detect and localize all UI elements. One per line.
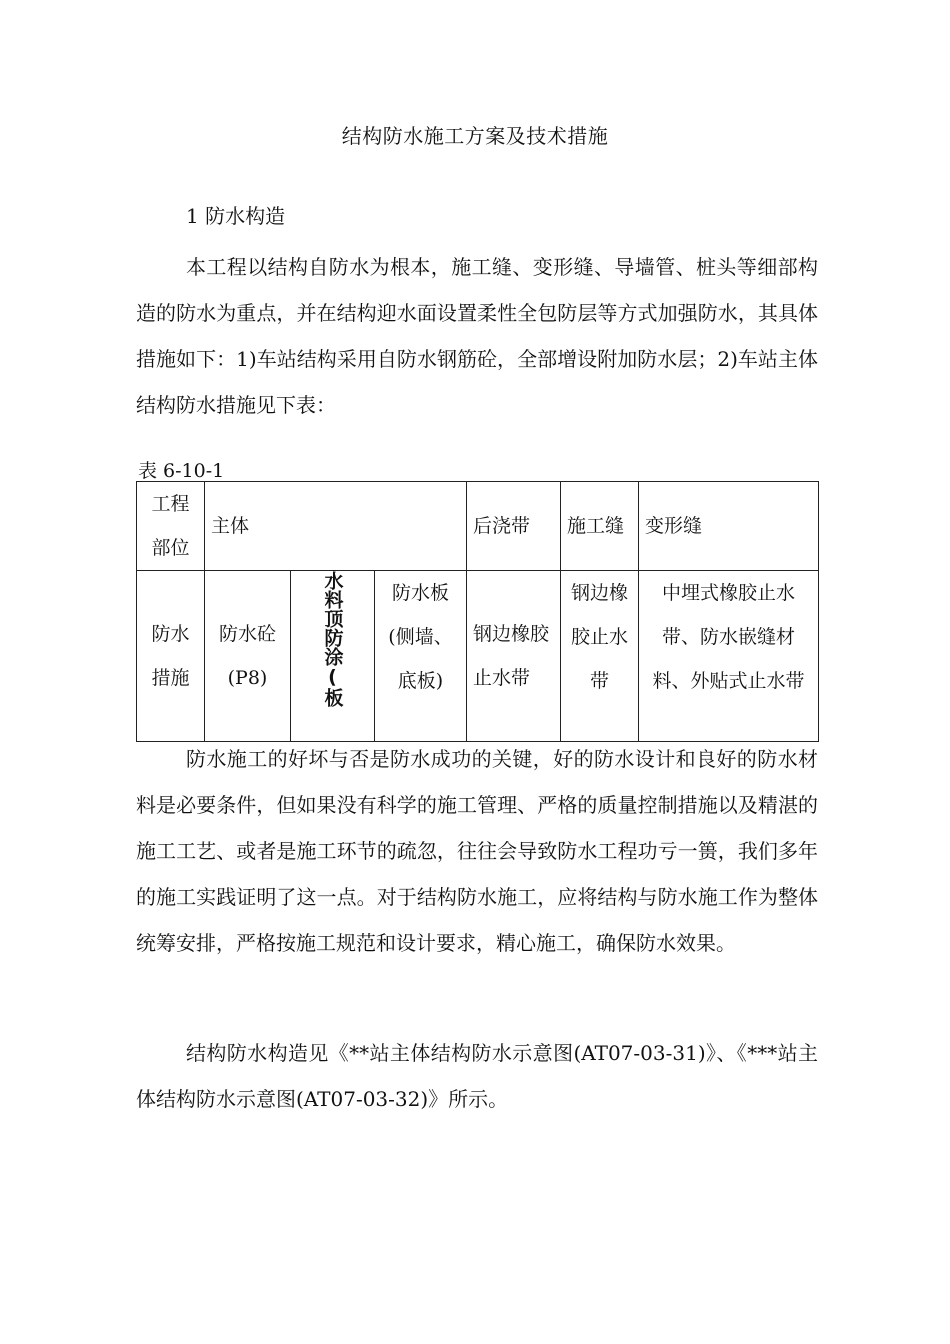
row-cell-joint-band: 钢边橡胶止水带 xyxy=(561,571,639,742)
row-cell-coating xyxy=(291,571,375,742)
row-cell-post-pour-band: 钢边橡胶止水带 xyxy=(467,571,561,742)
paragraph-intro: 本工程以结构自防水为根本，施工缝、变形缝、导墙管、桩头等细部构造的防水为重点，并在结构迎水面设置柔性全包防层等方式加强防水，其具体措施如下：1)车站结构采用自防水钢筋砼，全部增设附加防水层；2)车站主体结构防水措施见下表： xyxy=(136,255,818,417)
section-heading: 1 防水构造 xyxy=(186,204,286,228)
header-cell-post-pour: 后浇带 xyxy=(467,482,561,571)
row-cell-waterproof-board: 防水板(侧墙、底板) xyxy=(375,571,467,742)
header-cell-part: 工程部位 xyxy=(137,482,205,571)
table-row xyxy=(137,571,819,742)
row-cell-deformation-measures: 中埋式橡胶止水带、防水嵌缝材料、外贴式止水带 xyxy=(639,571,819,742)
paragraph-reference: 结构防水构造见《**站主体结构防水示意图(AT07-03-31)》、《***站主体结构防水示意图(AT07-03-32)》所示。 xyxy=(136,1041,818,1111)
waterproof-measures-table xyxy=(136,481,819,742)
row-cell-concrete: 防水砼(P8) xyxy=(205,571,291,742)
header-cell-main: 主体 xyxy=(205,482,467,571)
vertical-coating-text: 水料顶防涂(板 xyxy=(321,571,344,707)
row-cell-measures: 防水措施 xyxy=(137,571,205,742)
document-title: 结构防水施工方案及技术措施 xyxy=(341,124,609,148)
table-header-row xyxy=(137,482,819,571)
paragraph-quality: 防水施工的好坏与否是防水成功的关键，好的防水设计和良好的防水材料是必要条件，但如果没有科学的施工管理、严格的质量控制措施以及精湛的施工工艺、或者是施工环节的疏忽，往往会导致防水工程功亏一篑，我们多年的施工实践证明了这一点。对于结构防水施工，应将结构与防水施工作为整体统筹安排，严格按施工规范和设计要求，精心施工，确保防水效果。 xyxy=(136,747,818,955)
table-caption: 表 6-10-1 xyxy=(138,460,225,482)
header-cell-construction-joint: 施工缝 xyxy=(561,482,639,571)
header-cell-deformation-joint: 变形缝 xyxy=(639,482,819,571)
